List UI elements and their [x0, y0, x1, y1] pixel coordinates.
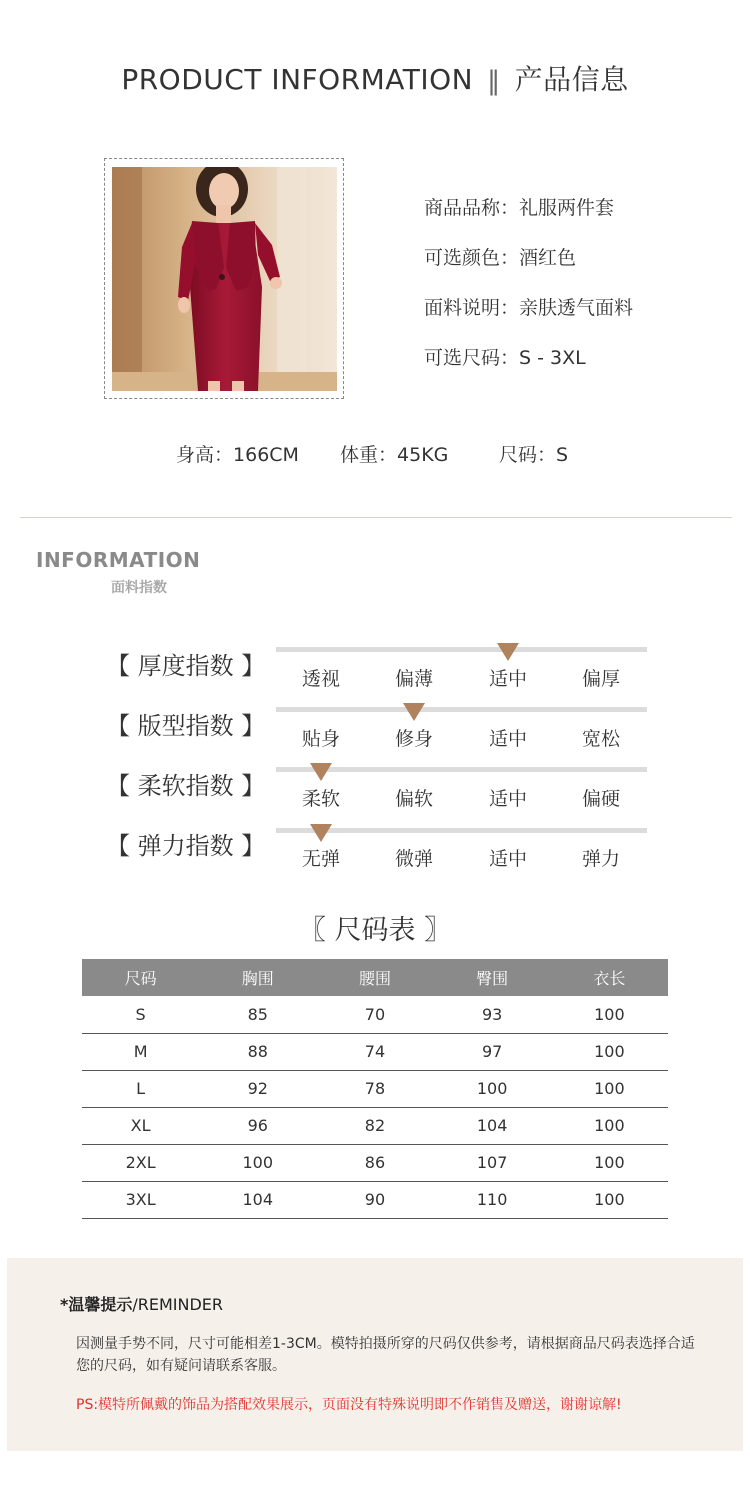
table-cell: 90	[316, 1181, 433, 1218]
table-cell: 86	[316, 1144, 433, 1181]
table-cell: 100	[199, 1144, 316, 1181]
column-header: 腰围	[316, 959, 433, 996]
table-row	[82, 1033, 668, 1070]
index-marker	[310, 763, 332, 781]
index-label-softness: 【 柔软指数 】	[106, 772, 266, 800]
table-cell: 96	[199, 1107, 316, 1144]
table-cell: 85	[199, 996, 316, 1033]
index-option: 偏薄	[394, 668, 433, 690]
index-option: 修身	[394, 728, 433, 750]
info-label: 商品品称：	[424, 197, 520, 219]
info-value: 礼服两件套	[519, 197, 615, 219]
index-label-elasticity: 【 弹力指数 】	[106, 832, 266, 860]
model-value: 166CM	[233, 444, 299, 466]
table-cell: 104	[199, 1181, 316, 1218]
index-option: 适中	[488, 668, 527, 690]
size-chart-table	[82, 959, 668, 1219]
table-cell: 74	[316, 1033, 433, 1070]
table-cell: 100	[551, 1181, 668, 1218]
index-option: 宽松	[581, 728, 620, 750]
index-option: 无弹	[301, 848, 340, 870]
column-header: 臀围	[434, 959, 551, 996]
table-row	[82, 1107, 668, 1144]
index-bar	[276, 707, 647, 712]
size-chart-title: 〖 尺码表 〗	[298, 915, 452, 946]
model-value: 45KG	[397, 444, 449, 466]
index-option: 贴身	[301, 728, 340, 750]
table-cell: 100	[551, 1107, 668, 1144]
index-marker	[403, 703, 425, 721]
page-title	[0, 58, 750, 98]
index-option: 微弹	[394, 848, 433, 870]
table-cell: 100	[551, 1144, 668, 1181]
index-option: 适中	[488, 788, 527, 810]
table-row	[82, 1144, 668, 1181]
table-cell: 82	[316, 1107, 433, 1144]
reminder-title-cn: *温馨提示	[60, 1295, 133, 1314]
index-label-fit: 【 版型指数 】	[106, 712, 266, 740]
info-value: 酒红色	[519, 247, 577, 269]
table-cell: M	[82, 1033, 199, 1070]
index-bar	[276, 647, 647, 652]
index-option: 偏厚	[581, 668, 620, 690]
info-label: 可选尺码：	[424, 347, 520, 369]
index-option: 透视	[301, 668, 340, 690]
index-marker	[310, 824, 332, 842]
column-header: 尺码	[82, 959, 199, 996]
table-header-row	[82, 959, 668, 996]
column-header: 胸围	[199, 959, 316, 996]
reminder-text: 因测量手势不同，尺寸可能相差1-3CM。模特拍摄所穿的尺码仅供参考，请根据商品尺码表选择合适您的尺码，如有疑问请联系客服。	[76, 1336, 695, 1374]
model-label: 尺码：	[499, 444, 557, 466]
index-option: 弹力	[581, 848, 620, 870]
index-option: 柔软	[301, 788, 340, 810]
reminder-title-en: /REMINDER	[132, 1295, 224, 1314]
reminder-title	[60, 1292, 223, 1315]
model-height	[176, 440, 299, 467]
table-cell: 107	[434, 1144, 551, 1181]
table-cell: 92	[199, 1070, 316, 1107]
index-option: 偏软	[394, 788, 433, 810]
table-cell: 104	[434, 1107, 551, 1144]
table-cell: 2XL	[82, 1144, 199, 1181]
table-cell: L	[82, 1070, 199, 1107]
table-cell: XL	[82, 1107, 199, 1144]
product-info-name	[424, 193, 614, 220]
product-image-frame	[104, 158, 344, 399]
model-value: S	[556, 444, 569, 466]
model-weight	[340, 440, 448, 467]
table-cell: 97	[434, 1033, 551, 1070]
info-label: 面料说明：	[424, 297, 520, 319]
title-en: PRODUCT INFORMATION	[121, 63, 474, 96]
index-option: 适中	[488, 728, 527, 750]
model-illustration	[112, 167, 337, 391]
index-option: 适中	[488, 848, 527, 870]
model-label: 身高：	[176, 444, 234, 466]
table-cell: 93	[434, 996, 551, 1033]
table-cell: 100	[551, 1033, 668, 1070]
model-size	[499, 440, 568, 467]
table-cell: 100	[434, 1070, 551, 1107]
section-divider	[20, 517, 732, 518]
table-cell: 78	[316, 1070, 433, 1107]
section-title-cn: 面料指数	[111, 580, 167, 596]
model-label: 体重：	[340, 444, 398, 466]
index-option: 偏硬	[581, 788, 620, 810]
table-cell: 100	[551, 996, 668, 1033]
column-header: 衣长	[551, 959, 668, 996]
reminder-ps: PS:模特所佩戴的饰品为搭配效果展示，页面没有特殊说明即不作销售及赠送，谢谢谅解!	[76, 1397, 622, 1413]
table-cell: S	[82, 996, 199, 1033]
info-label: 可选颜色：	[424, 247, 520, 269]
product-info-fabric	[424, 293, 633, 320]
info-value: 亲肤透气面料	[519, 297, 634, 319]
title-cn: 产品信息	[514, 63, 629, 96]
table-row	[82, 1181, 668, 1218]
table-cell: 3XL	[82, 1181, 199, 1218]
index-label-thickness: 【 厚度指数 】	[106, 652, 266, 680]
info-value: S - 3XL	[519, 347, 586, 369]
table-row	[82, 996, 668, 1033]
table-cell: 88	[199, 1033, 316, 1070]
product-info-sizes	[424, 343, 586, 370]
index-marker	[497, 643, 519, 661]
table-cell: 110	[434, 1181, 551, 1218]
product-photo	[112, 167, 337, 391]
table-row	[82, 1070, 668, 1107]
section-title-en: INFORMATION	[36, 548, 201, 572]
table-cell: 100	[551, 1070, 668, 1107]
table-cell: 70	[316, 996, 433, 1033]
product-info-color	[424, 243, 576, 270]
title-separator: ‖	[487, 66, 501, 96]
